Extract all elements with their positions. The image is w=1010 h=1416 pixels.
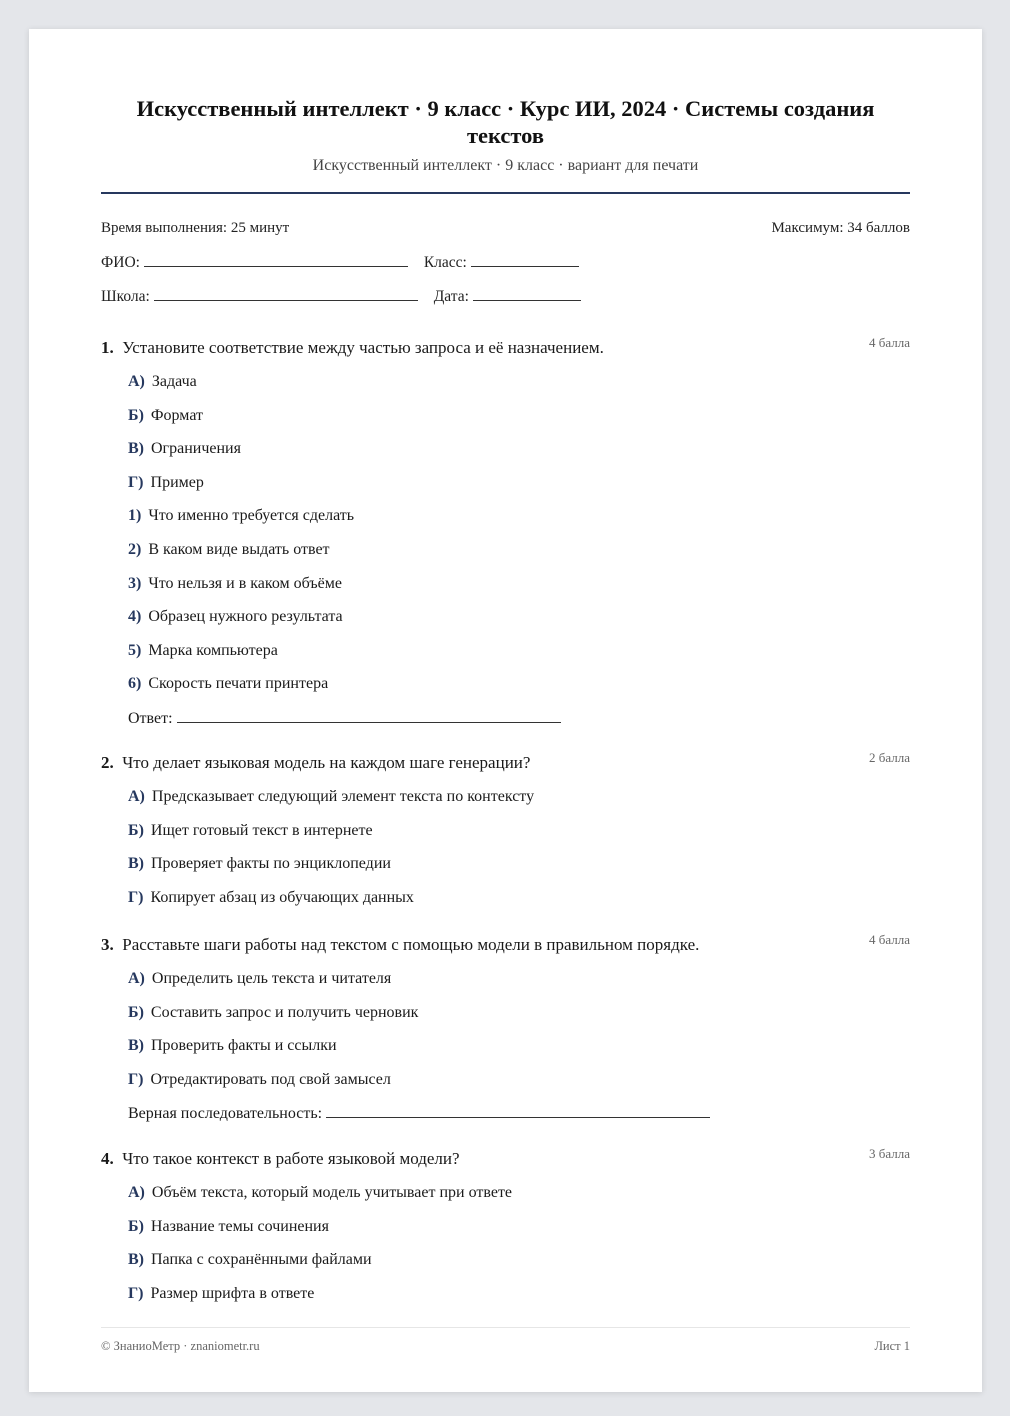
option-label: Г) bbox=[128, 888, 144, 906]
option-item[interactable] bbox=[128, 506, 910, 540]
option-text: Предсказывает следующий элемент текста по контексту bbox=[151, 788, 535, 805]
class-label: Класс: bbox=[423, 254, 467, 271]
page-number: Лист 1 bbox=[874, 1339, 910, 1353]
option-label: 4) bbox=[128, 608, 142, 626]
school-label: Школа: bbox=[101, 288, 150, 305]
option-label: А) bbox=[128, 1184, 145, 1201]
answer-row bbox=[128, 708, 910, 728]
question-number: 1. bbox=[101, 338, 114, 357]
option-text: Размер шрифта в ответе bbox=[150, 1284, 315, 1302]
answer-label: Ответ: bbox=[128, 709, 173, 727]
option-text: В каком виде выдать ответ bbox=[148, 540, 330, 558]
option-item[interactable] bbox=[128, 674, 910, 708]
option-label: 2) bbox=[128, 540, 142, 558]
option-text: Ищет готовый текст в интернете bbox=[150, 821, 373, 839]
answer-field[interactable] bbox=[177, 708, 561, 723]
option-item[interactable] bbox=[128, 641, 910, 675]
footer-divider bbox=[101, 1327, 910, 1328]
fio-label: ФИО: bbox=[101, 254, 140, 271]
option-item[interactable] bbox=[128, 406, 910, 440]
options-list bbox=[128, 969, 910, 1103]
footer-copyright: © ЗнаниоМетр · znaniometr.ru bbox=[101, 1339, 260, 1353]
answer-label: Верная последовательность: bbox=[128, 1105, 323, 1123]
option-label: Б) bbox=[128, 821, 144, 839]
fio-field[interactable] bbox=[144, 252, 408, 267]
option-item[interactable] bbox=[128, 1036, 910, 1070]
option-item[interactable] bbox=[128, 607, 910, 641]
option-text: Объём текста, который модель учитывает при ответе bbox=[151, 1184, 513, 1201]
option-label: Г) bbox=[128, 1284, 144, 1302]
options-list bbox=[128, 1183, 910, 1317]
option-item[interactable] bbox=[128, 1183, 910, 1217]
question-header bbox=[101, 750, 910, 777]
option-text: Папка с сохранёнными файлами bbox=[151, 1251, 372, 1269]
option-label: 6) bbox=[128, 675, 142, 693]
option-text: Название темы сочинения bbox=[150, 1217, 329, 1235]
option-label: Б) bbox=[128, 406, 144, 424]
question-number: 4. bbox=[101, 1149, 114, 1168]
question-4 bbox=[101, 1146, 910, 1317]
max-score: Максимум: 34 баллов bbox=[771, 220, 910, 236]
question-points: 4 балла bbox=[869, 932, 910, 947]
option-label: 1) bbox=[128, 507, 142, 525]
page-title: Искусственный интеллект · 9 класс · Курс ИИ, 2024 · Системы создания текстов bbox=[136, 96, 875, 148]
answer-field[interactable] bbox=[326, 1103, 710, 1118]
option-item[interactable] bbox=[128, 1003, 910, 1037]
question-2 bbox=[101, 750, 910, 921]
question-points: 3 балла bbox=[869, 1146, 910, 1161]
option-text: Копирует абзац из обучающих данных bbox=[150, 888, 414, 906]
option-text: Формат bbox=[150, 406, 203, 424]
option-label: Б) bbox=[128, 1217, 144, 1235]
option-item[interactable] bbox=[128, 372, 910, 406]
option-text: Что нельзя и в каком объёме bbox=[148, 574, 343, 592]
question-header bbox=[101, 335, 910, 362]
options-list bbox=[128, 372, 910, 708]
option-label: А) bbox=[128, 788, 145, 805]
worksheet-page bbox=[29, 29, 982, 1392]
question-text: Что такое контекст в работе языковой модели? bbox=[122, 1149, 460, 1168]
option-item[interactable] bbox=[128, 854, 910, 888]
option-label: 3) bbox=[128, 574, 142, 592]
option-text: Ограничения bbox=[151, 440, 241, 458]
option-label: Г) bbox=[128, 473, 144, 491]
option-text: Задача bbox=[151, 373, 197, 390]
option-item[interactable] bbox=[128, 969, 910, 1003]
meta-row bbox=[101, 220, 910, 237]
option-text: Отредактировать под свой замысел bbox=[150, 1070, 391, 1088]
page-subtitle: Искусственный интеллект · 9 класс · вариант для печати bbox=[312, 157, 699, 174]
option-label: В) bbox=[128, 1037, 144, 1055]
option-item[interactable] bbox=[128, 1250, 910, 1284]
time-limit: Время выполнения: 25 минут bbox=[101, 220, 290, 236]
question-header bbox=[101, 932, 910, 959]
option-label: Г) bbox=[128, 1070, 144, 1088]
option-item[interactable] bbox=[128, 574, 910, 608]
option-text: Составить запрос и получить черновик bbox=[150, 1003, 419, 1021]
option-label: В) bbox=[128, 855, 144, 873]
option-item[interactable] bbox=[128, 540, 910, 574]
option-text: Образец нужного результата bbox=[148, 608, 343, 626]
option-label: В) bbox=[128, 440, 144, 458]
option-text: Пример bbox=[150, 473, 204, 491]
option-text: Скорость печати принтера bbox=[148, 675, 329, 693]
question-text: Что делает языковая модель на каждом шаге генерации? bbox=[122, 753, 531, 772]
option-item[interactable] bbox=[128, 888, 910, 922]
option-item[interactable] bbox=[128, 1284, 910, 1318]
header-divider bbox=[101, 192, 910, 194]
question-3 bbox=[101, 932, 910, 1123]
option-item[interactable] bbox=[128, 821, 910, 855]
option-text: Определить цель текста и читателя bbox=[151, 970, 392, 987]
school-field[interactable] bbox=[154, 286, 418, 301]
question-points: 2 балла bbox=[869, 750, 910, 765]
option-text: Марка компьютера bbox=[148, 641, 278, 659]
fio-class-row bbox=[101, 252, 579, 272]
answer-row bbox=[128, 1103, 910, 1123]
question-1 bbox=[101, 335, 910, 728]
option-label: А) bbox=[128, 373, 145, 390]
question-points: 4 балла bbox=[869, 335, 910, 350]
option-label: А) bbox=[128, 970, 145, 987]
question-number: 2. bbox=[101, 753, 114, 772]
option-item[interactable] bbox=[128, 1217, 910, 1251]
question-number: 3. bbox=[101, 935, 114, 954]
question-text: Установите соответствие между частью запроса и её назначением. bbox=[122, 338, 604, 357]
option-item[interactable] bbox=[128, 439, 910, 473]
options-list bbox=[128, 787, 910, 921]
date-label: Дата: bbox=[433, 288, 469, 305]
school-date-row bbox=[101, 286, 581, 306]
question-text: Расставьте шаги работы над текстом с помощью модели в правильном порядке. bbox=[122, 935, 700, 954]
date-field[interactable] bbox=[473, 286, 581, 301]
option-item[interactable] bbox=[128, 1070, 910, 1104]
option-text: Проверяет факты по энциклопедии bbox=[151, 855, 391, 873]
class-field[interactable] bbox=[471, 252, 579, 267]
option-text: Проверить факты и ссылки bbox=[151, 1037, 337, 1055]
question-header bbox=[101, 1146, 910, 1173]
option-text: Что именно требуется сделать bbox=[148, 507, 355, 525]
option-label: 5) bbox=[128, 641, 142, 659]
option-label: В) bbox=[128, 1251, 144, 1269]
page-footer bbox=[101, 1339, 910, 1354]
option-item[interactable] bbox=[128, 473, 910, 507]
option-label: Б) bbox=[128, 1003, 144, 1021]
option-item[interactable] bbox=[128, 787, 910, 821]
